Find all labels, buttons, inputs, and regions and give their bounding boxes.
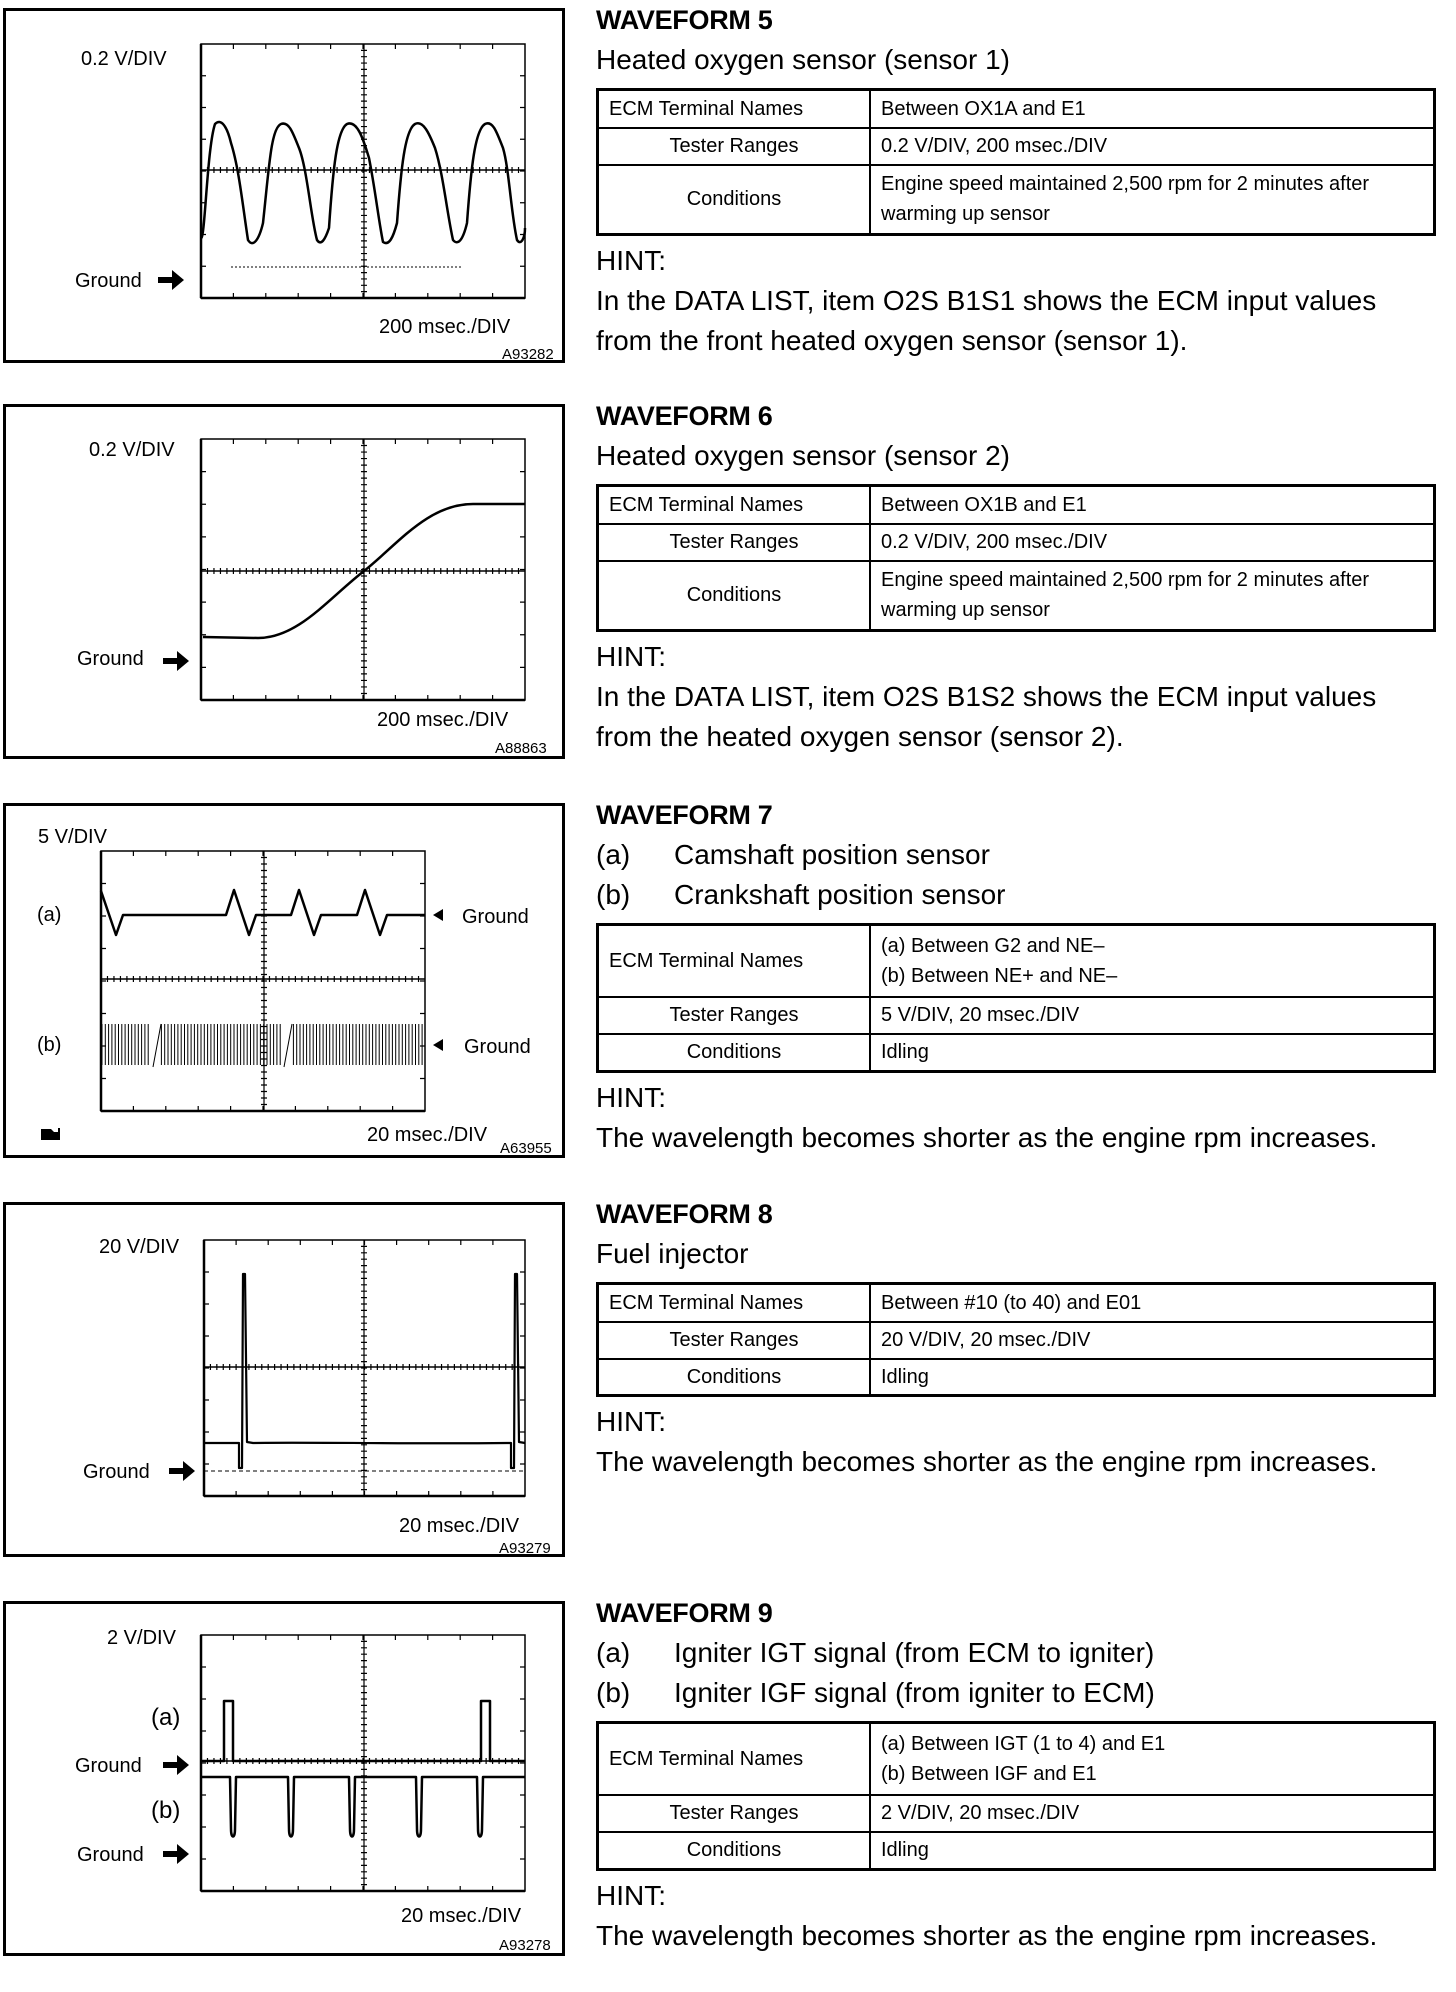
terminal-names-label: ECM Terminal Names [598,925,871,997]
volts-per-div-label: 20 V/DIV [99,1236,180,1258]
trace-a-label: (a) [151,1704,181,1731]
terminal-names-label: ECM Terminal Names [598,1723,871,1795]
waveform-5-section [0,0,1456,399]
subtitle-letter: (a) [596,839,631,870]
time-per-div-label: 20 msec./DIV [399,1515,520,1537]
trace-b-label: (b) [37,1034,62,1056]
waveform-subtitle-b [596,1673,1446,1713]
trace-a-label: (a) [37,904,62,926]
tester-ranges-label: Tester Ranges [598,1322,871,1359]
waveform-subtitle: Heated oxygen sensor (sensor 1) [596,44,1010,75]
terminal-line: (b) Between IGF and E1 [881,1762,1097,1785]
waveform-title: WAVEFORM 9 [596,1598,773,1628]
hint-label: HINT: [596,1880,666,1911]
hint-text: The wavelength becomes shorter as the engine rpm increases. [596,1446,1378,1477]
tester-ranges-value: 0.2 V/DIV, 200 msec./DIV [870,128,1435,165]
tester-ranges-label: Tester Ranges [598,524,871,561]
terminal-names-value [870,925,1435,997]
subtitle-letter: (a) [596,1637,631,1668]
conditions-label: Conditions [598,1832,871,1870]
oscilloscope-display [3,8,565,363]
waveform-title: WAVEFORM 6 [596,401,773,431]
waveform-6-section [0,396,1456,795]
signal-trace [201,122,525,243]
waveform-subtitle-a [596,1633,1446,1673]
tester-ranges-label: Tester Ranges [598,997,871,1034]
subtitle-text: Camshaft position sensor [674,839,990,870]
subtitle-text: Igniter IGT signal (from ECM to igniter) [674,1637,1155,1668]
waveform-6-diagram [3,404,565,759]
tester-ranges-value: 20 V/DIV, 20 msec./DIV [870,1322,1435,1359]
subtitle-text: Igniter IGF signal (from igniter to ECM) [674,1677,1155,1708]
conditions-label: Conditions [598,1034,871,1072]
spec-table [596,88,1436,236]
hint-label: HINT: [596,1406,666,1437]
conditions-value: Idling [870,1034,1435,1072]
waveform-6-text [596,396,1446,757]
conditions-label: Conditions [598,561,871,631]
spec-table [596,923,1436,1073]
waveform-7-section [0,795,1456,1194]
ground-arrow-icon [158,270,184,290]
figure-code: A63955 [500,1140,552,1157]
terminal-names-label: ECM Terminal Names [598,1284,871,1322]
waveform-8-diagram [3,1202,565,1557]
ground-label: Ground [77,648,144,670]
terminal-line: (a) Between IGT (1 to 4) and E1 [881,1732,1166,1755]
conditions-value: Idling [870,1359,1435,1396]
hint-text: In the DATA LIST, item O2S B1S2 shows the ECM input values [596,681,1377,712]
terminal-names-value: Between #10 (to 40) and E01 [870,1284,1435,1322]
hint-text: In the DATA LIST, item O2S B1S1 shows the ECM input values [596,285,1377,316]
spec-table [596,1282,1436,1397]
waveform-9-diagram [3,1601,565,1956]
hint-text: The wavelength becomes shorter as the engine rpm increases. [596,1122,1378,1153]
hint-label: HINT: [596,245,666,276]
scope-probe-icon [41,1128,60,1140]
subtitle-letter: (b) [596,1677,631,1708]
figure-code: A93282 [502,346,554,363]
time-per-div-label: 20 msec./DIV [367,1124,488,1146]
conditions-value: Engine speed maintained 2,500 rpm for 2 minutes after warming up sensor [870,561,1435,631]
terminal-names-value: Between OX1A and E1 [870,90,1435,128]
terminal-names-value [870,1723,1435,1795]
waveform-subtitle: Heated oxygen sensor (sensor 2) [596,440,1010,471]
graticule-ticks [201,44,525,298]
waveform-title: WAVEFORM 7 [596,800,773,830]
hint-label: HINT: [596,1082,666,1113]
ground-label-a: Ground [462,906,529,928]
conditions-value: Engine speed maintained 2,500 rpm for 2 minutes after warming up sensor [870,165,1435,235]
waveform-5-diagram [3,8,565,363]
waveform-title: WAVEFORM 8 [596,1199,773,1229]
ground-arrow-icon [169,1461,195,1481]
waveform-7-diagram [3,803,565,1158]
volts-per-div-label: 5 V/DIV [38,826,107,848]
oscilloscope-display [3,1202,565,1557]
tester-ranges-label: Tester Ranges [598,128,871,165]
volts-per-div-label: 0.2 V/DIV [89,439,175,461]
hint-label: HINT: [596,641,666,672]
tester-ranges-label: Tester Ranges [598,1795,871,1832]
waveform-subtitle-b [596,875,1446,915]
time-per-div-label: 200 msec./DIV [379,316,511,338]
ground-label-b: Ground [464,1036,531,1058]
waveform-7-text [596,795,1446,1158]
oscilloscope-display [3,1601,565,1956]
waveform-subtitle: Fuel injector [596,1238,749,1269]
terminal-names-label: ECM Terminal Names [598,486,871,524]
hint-text: The wavelength becomes shorter as the engine rpm increases. [596,1920,1378,1951]
terminal-names-value: Between OX1B and E1 [870,486,1435,524]
terminal-names-label: ECM Terminal Names [598,90,871,128]
graticule-ticks [201,439,525,700]
waveform-9-section [0,1593,1456,1992]
conditions-value: Idling [870,1832,1435,1870]
waveform-title: WAVEFORM 5 [596,5,773,35]
tester-ranges-value: 0.2 V/DIV, 200 msec./DIV [870,524,1435,561]
time-per-div-label: 200 msec./DIV [377,709,509,731]
ground-arrow-icon [163,1844,189,1864]
trace-b-label: (b) [151,1797,181,1824]
subtitle-letter: (b) [596,879,631,910]
figure-code: A93278 [499,1937,551,1954]
waveform-8-section [0,1194,1456,1593]
ground-arrow-icon [433,1039,455,1051]
ground-label-b: Ground [77,1844,144,1866]
oscilloscope-display [3,404,565,759]
time-per-div-label: 20 msec./DIV [401,1905,522,1927]
hint-text: from the heated oxygen sensor (sensor 2). [596,721,1124,752]
conditions-label: Conditions [598,165,871,235]
tester-ranges-value: 5 V/DIV, 20 msec./DIV [870,997,1435,1034]
hint-text: from the front heated oxygen sensor (sensor 1). [596,325,1188,356]
spec-table [596,484,1436,632]
ground-arrow-icon [433,909,455,921]
subtitle-text: Crankshaft position sensor [674,879,1006,910]
oscilloscope-display [3,803,565,1158]
conditions-label: Conditions [598,1359,871,1396]
spec-table [596,1721,1436,1871]
ground-arrow-icon [163,1755,189,1775]
figure-code: A88863 [495,740,547,757]
terminal-line: (a) Between G2 and NE– [881,934,1105,957]
ground-label-a: Ground [75,1755,142,1777]
waveform-8-text [596,1194,1446,1482]
figure-code: A93279 [499,1540,551,1557]
tester-ranges-value: 2 V/DIV, 20 msec./DIV [870,1795,1435,1832]
waveform-5-text [596,0,1446,361]
terminal-line: (b) Between NE+ and NE– [881,964,1118,987]
ground-label: Ground [75,270,142,292]
graticule-ticks [201,1635,525,1891]
graticule-ticks [101,851,425,1111]
ground-arrow-icon [163,651,189,671]
waveform-9-text [596,1593,1446,1956]
volts-per-div-label: 0.2 V/DIV [81,48,167,70]
waveform-subtitle-a [596,835,1446,875]
volts-per-div-label: 2 V/DIV [107,1627,176,1649]
ground-label: Ground [83,1461,150,1483]
